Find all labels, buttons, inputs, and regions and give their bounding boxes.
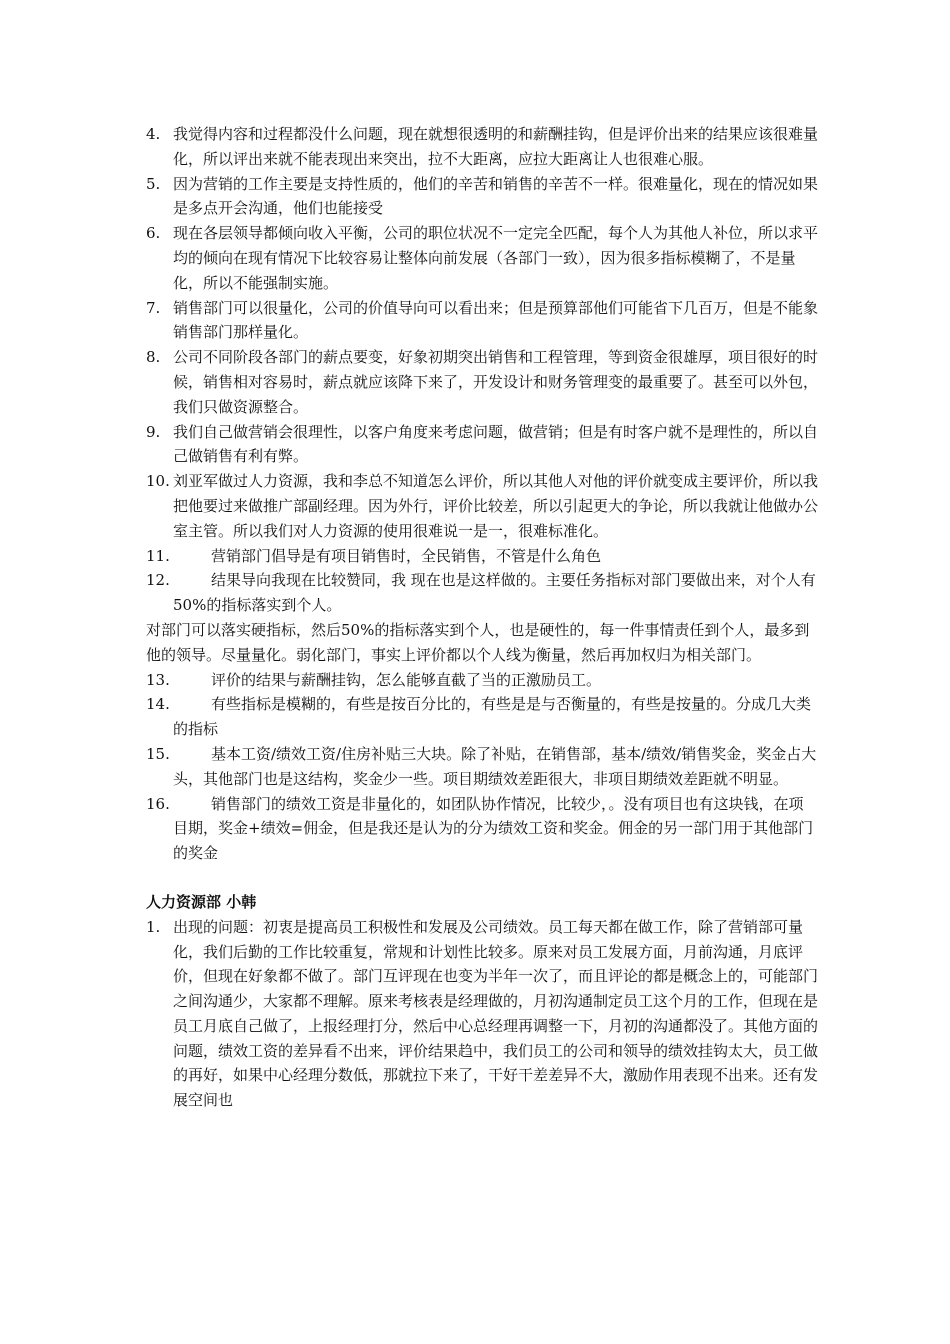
list-text: 现在各层领导都倾向收入平衡，公司的职位状况不一定完全匹配，每个人为其他人补位，所以求平均的倾向在现有情况下比较容易让整体向前发展（各部门一致），因为很多指标模糊了，不是量化，所以不能强制实施。 xyxy=(173,224,819,292)
section-heading: 人力资源部 小韩 xyxy=(146,892,257,911)
document-page xyxy=(146,122,818,1113)
list-text: 我们自己做营销会很理性，以客户角度来考虑问题，做营销；但是有时客户就不是理性的，所以自己做销售有利有弊。 xyxy=(173,422,819,466)
list-item xyxy=(146,122,818,172)
list-number: 9. xyxy=(146,422,161,441)
list-item xyxy=(146,296,818,346)
list-text: 刘亚军做过人力资源，我和李总不知道怎么评价，所以其他人对他的评价就变成主要评价，所以我把他要过来做推广部副经理。因为外行，评价比较差，所以引起更大的争论，所以我就让他做办公室主管。所以我们对人力资源的使用很难说一是一，很难标准化。 xyxy=(173,472,819,540)
list-number: 12. xyxy=(146,571,170,590)
list-text: 营销部门倡导是有项目销售时，全民销售，不管是什么角色 xyxy=(211,546,602,565)
list-number: 1. xyxy=(146,917,161,936)
list-item xyxy=(146,692,818,742)
list-number: 5. xyxy=(146,174,161,193)
list-text: 我觉得内容和过程都没什么问题，现在就想很透明的和薪酬挂钩，但是评价出来的结果应该很难量化，所以评出来就不能表现出来突出，拉不大距离，应拉大距离让人也很难心服。 xyxy=(173,125,819,168)
list-number: 16. xyxy=(146,794,170,813)
list-item xyxy=(146,345,818,419)
list-text: 有些指标是模糊的，有些是按百分比的，有些是是与否衡量的，有些是按量的。分成几大类的指标 xyxy=(173,695,812,739)
body-paragraph: 对部门可以落实硬指标，然后50%的指标落实到个人，也是硬性的，每一件事情责任到个人，最多到他的领导。尽量量化。弱化部门，事实上评价都以个人线为衡量，然后再加权归为相关部门。 xyxy=(146,620,810,664)
list-item xyxy=(146,915,818,1113)
list-number: 10. xyxy=(146,472,170,491)
list-item xyxy=(146,172,818,222)
list-text: 销售部门可以很量化，公司的价值导向可以看出来；但是预算部他们可能省下几百万，但是不能象销售部门那样量化。 xyxy=(173,298,819,342)
list-number: 15. xyxy=(146,744,170,763)
list-number: 14. xyxy=(146,695,170,714)
list-number: 13. xyxy=(146,670,170,689)
list-item xyxy=(146,568,818,618)
list-item xyxy=(146,420,818,470)
list-text: 因为营销的工作主要是支持性质的，他们的辛苦和销售的辛苦不一样。很难量化，现在的情况如果是多点开会沟通，他们也能接受 xyxy=(173,174,819,218)
list-text: 出现的问题：初衷是提高员工积极性和发展及公司绩效。员工每天都在做工作，除了营销部可量化，我们后勤的工作比较重复，常规和计划性比较多。原来对员工发展方面，月前沟通，月底评价，但现在好象都不做了。部门互评现在也变为半年一次了，而且评论的都是概念上的，可能部门之间沟通少，大家都不理解。原来考核表是经理做的，月初沟通制定员工这个月的工作，但现在是员工月底自己做了，上报经理打分，然后中心总经理再调整一下，月初的沟通都没了。其他方面的问题，绩效工资的差异看不出来，评价结果趋中，我们员工的公司和领导的绩效挂钩太大，员工做的再好，如果中心经理分数低，那就拉下来了，干好干差差异不大，激励作用表现不出来。还有发展空间也 xyxy=(173,917,819,1110)
list-text: 销售部门的绩效工资是非量化的，如团队协作情况，比较少，。没有项目也有这块钱，在项目期，奖金+绩效=佣金，但是我还是认为的分为绩效工资和奖金。佣金的另一部门用于其他部门的奖金 xyxy=(173,794,814,863)
list-text: 评价的结果与薪酬挂钩，怎么能够直截了当的正激励员工。 xyxy=(211,670,602,689)
list-item xyxy=(146,792,818,866)
list-number: 6. xyxy=(146,224,161,243)
list-text: 基本工资/绩效工资/住房补贴三大块。除了补贴，在销售部，基本/绩效/销售奖金，奖金占大头，其他部门也是这结构，奖金少一些。项目期绩效差距很大，非项目期绩效差距就不明显。 xyxy=(173,744,817,788)
list-item xyxy=(146,221,818,295)
list-number: 11. xyxy=(146,546,170,565)
list-number: 4. xyxy=(146,125,161,143)
list-item xyxy=(146,544,818,569)
list-number: 7. xyxy=(146,298,161,317)
list-text: 公司不同阶段各部门的薪点要变，好象初期突出销售和工程管理，等到资金很雄厚，项目很好的时候，销售相对容易时，薪点就应该降下来了，开发设计和财务管理变的最重要了。甚至可以外包，我们只做资源整合。 xyxy=(173,348,819,416)
list-number: 8. xyxy=(146,348,161,367)
list-item xyxy=(146,469,818,543)
list-item xyxy=(146,668,818,693)
list-text: 结果导向我现在比较赞同，我 现在也是这样做的。主要任务指标对部门要做出来，对个人有50%的指标落实到个人。 xyxy=(173,571,816,615)
list-item xyxy=(146,742,818,792)
